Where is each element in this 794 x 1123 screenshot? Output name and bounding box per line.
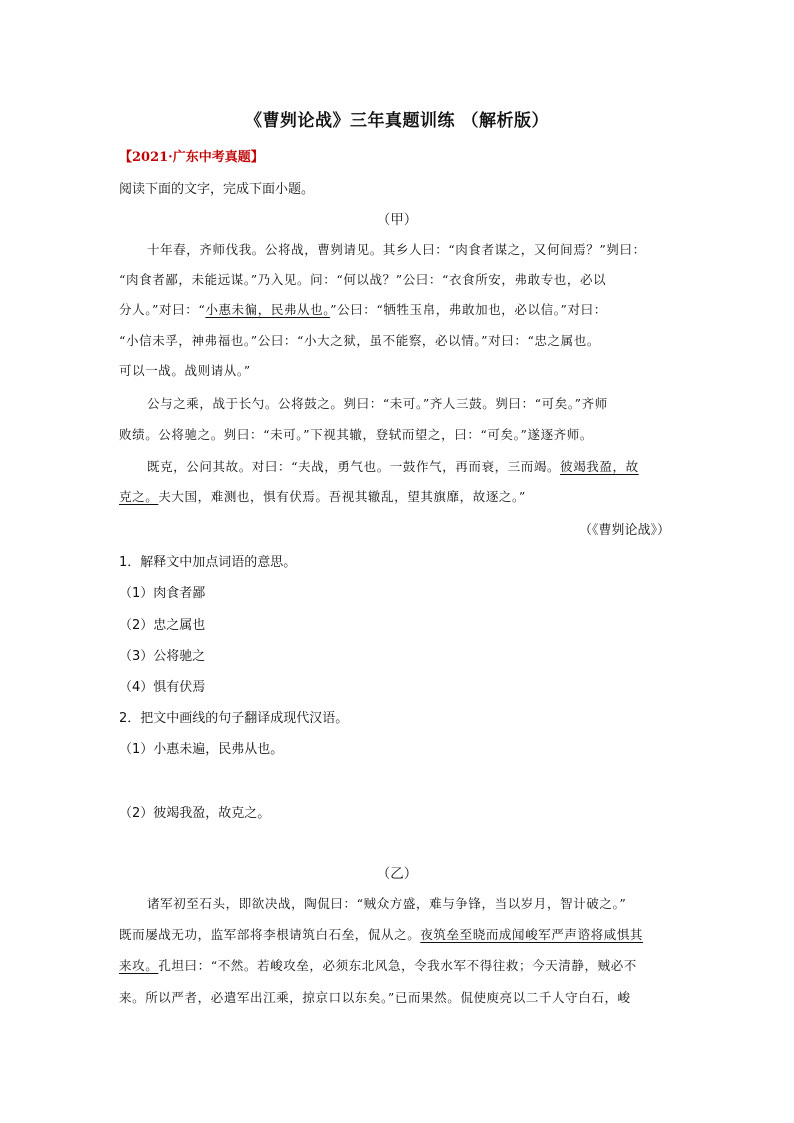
exam-source-tag: 【2021·广东中考真题】: [119, 150, 264, 165]
passage-b-heading: （乙）: [376, 866, 418, 882]
passage-a-line: “肉食者鄙，未能远谋。”乃入见。问：“何以战？”公曰：“衣食所安，弗敢专也，必以: [119, 272, 607, 287]
instruction: 阅读下面的文字，完成下面小题。: [119, 182, 315, 197]
passage-text: 既而屡战无功，监军部将李根请筑白石垒，侃从之。: [119, 927, 421, 942]
page-title: 《曹刿论战》三年真题训练 （解析版）: [245, 111, 549, 131]
passage-a-line: [147, 457, 639, 475]
passage-text: ”公曰：“牺牲玉帛，弗敢加也，必以信。”对曰：: [330, 302, 607, 317]
passage-a-line: 十年春，齐师伐我。公将战，曹刿请见。其乡人曰：“肉食者谋之，又何间焉？”刿曰：: [147, 242, 646, 257]
passage-text: 夫大国，难测也，惧有伏焉。吾视其辙乱，望其旗靡，故逐之。”: [158, 489, 526, 504]
passage-a-heading: （甲）: [376, 212, 418, 228]
underlined-sentence: 克之。: [119, 489, 159, 504]
passage-b-line: [119, 956, 637, 974]
passage-b-line: 诸军初至石头，即欲决战，陶侃曰：“贼众方盛，难与争锋，当以岁月，智计破之。”: [147, 896, 627, 911]
passage-text: 孔坦曰：“不然。若峻攻垒，必须东北风急，令我水军不得往救；今天清静，贼必不: [158, 958, 637, 973]
question-1-item: （2）忠之属也: [119, 618, 206, 633]
passage-text: 分人。”对曰：“: [119, 302, 206, 317]
question-1-stem: 1．解释文中加点词语的意思。: [119, 555, 297, 570]
passage-a-line: “小信未孚，神弗福也。”公曰：“小大之狱，虽不能察，必以情。”对曰：“忠之属也。: [119, 333, 600, 348]
question-1-item: （1）肉食者鄙: [119, 586, 206, 601]
question-1-item: （4）惧有伏焉: [119, 680, 206, 695]
passage-a-line: [119, 487, 526, 505]
question-2-stem: 2．把文中画线的句子翻译成现代汉语。: [119, 711, 349, 726]
passage-a-line: [119, 300, 607, 318]
passage-a-line: 公与之乘，战于长勺。公将鼓之。刿曰：“未可。”齐人三鼓。刿曰：“可矣。”齐师: [147, 396, 608, 411]
passage-source: （《曹刿论战》）: [578, 523, 670, 538]
underlined-sentence: 小惠未徧，民弗从也。: [205, 302, 331, 317]
passage-a-line: 败绩。公将驰之。刿曰：“未可。”下视其辙，登轼而望之，曰：“可矣。”遂逐齐师。: [119, 427, 593, 442]
underlined-sentence: 彼竭我盈，故: [560, 459, 639, 474]
underlined-sentence: 夜筑垒至晓而成闻峻军严声谘将咸惧其: [420, 927, 644, 942]
question-2-item: （1）小惠未遍，民弗从也。: [119, 742, 284, 757]
question-2-item: （2）彼竭我盈，故克之。: [119, 806, 271, 821]
passage-b-line: 来。所以严者，必遣军出江乘，掠京口以东矣。”已而果然。侃使庾亮以二千人守白石，峻: [119, 990, 631, 1005]
passage-a-line: 可以一战。战则请从。”: [119, 363, 251, 378]
question-1-item: （3）公将驰之: [119, 649, 206, 664]
passage-text: 既克，公问其故。对曰：“夫战，勇气也。一鼓作气，再而衰，三而竭。: [147, 459, 561, 474]
underlined-sentence: 来攻。: [119, 958, 159, 973]
passage-b-line: [119, 925, 643, 943]
